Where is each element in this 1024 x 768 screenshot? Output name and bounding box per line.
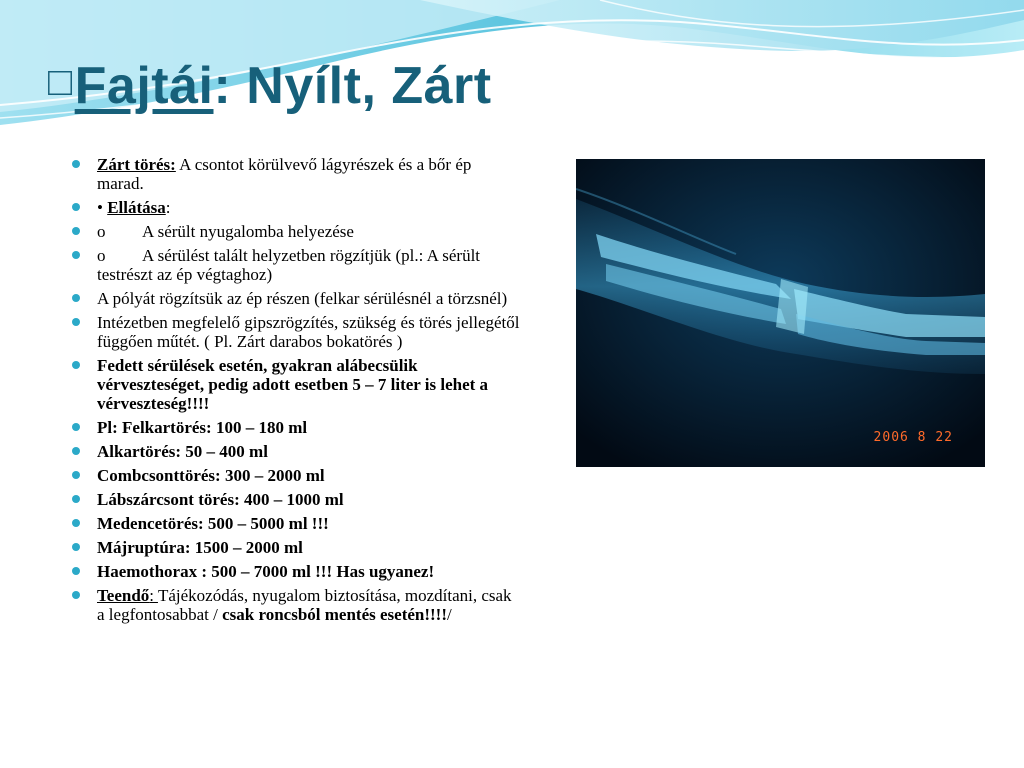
item-text: Intézetben megfelelő gipszrögzítés, szükség és törés jellegétől függően műtét. ( Pl. Zárt darabos bokatörés ) — [97, 313, 520, 351]
xray-illustration — [576, 159, 985, 467]
item-label: Teendő — [97, 586, 150, 605]
list-item — [72, 466, 522, 485]
xray-image — [576, 159, 985, 467]
item-label: Ellátása — [107, 198, 166, 217]
item-suffix: : — [165, 198, 171, 217]
list-item — [72, 155, 522, 193]
slide-title — [48, 56, 492, 116]
item-label: Zárt törés: — [97, 155, 176, 174]
item-end: / — [447, 605, 452, 624]
list-item — [72, 198, 522, 217]
item-colon: : — [149, 586, 158, 605]
item-text: A sérülést talált helyzetben rögzítjük (pl.: A sérült testrészt az ép végtaghoz) — [97, 246, 481, 284]
list-item — [72, 313, 522, 351]
item-text: Medencetörés: 500 – 5000 ml !!! — [97, 514, 329, 533]
list-item — [72, 418, 522, 437]
list-item — [72, 562, 522, 581]
title-underlined-word: Fajtái — [74, 57, 214, 115]
title-rest: : Nyílt, Zárt — [213, 57, 492, 115]
item-number: o — [97, 246, 106, 265]
item-prefix: • — [97, 198, 108, 217]
item-bold-text: csak roncsból mentés esetén!!!! — [222, 605, 448, 624]
item-text: Fedett sérülések esetén, gyakran alábecsülik vérveszteséget, pedig adott esetben 5 – 7 liter is lehet a vérveszteség!!!! — [97, 356, 489, 413]
item-text: Combcsonttörés: 300 – 2000 ml — [97, 466, 325, 485]
item-text: A sérült nyugalomba helyezése — [142, 222, 354, 241]
item-text: A csontot körülvevő lágyrészek és a bőr ép marad. — [97, 155, 472, 193]
list-item — [72, 514, 522, 533]
list-item — [72, 356, 522, 413]
item-number: o — [97, 222, 106, 241]
item-text: Pl: Felkartörés: 100 – 180 ml — [97, 418, 308, 437]
list-item — [72, 246, 522, 284]
list-item — [72, 538, 522, 557]
list-item — [72, 289, 522, 308]
item-text: A pólyát rögzítsük az ép részen (felkar sérülésnél a törzsnél) — [97, 289, 508, 308]
item-text: Májruptúra: 1500 – 2000 ml — [97, 538, 303, 557]
missing-glyph-icon: □ — [48, 60, 73, 104]
item-text: Haemothorax : 500 – 7000 ml !!! Has ugyanez! — [97, 562, 435, 581]
list-item — [72, 490, 522, 509]
item-text: Alkartörés: 50 – 400 ml — [97, 442, 268, 461]
bullet-list — [72, 155, 522, 629]
list-item — [72, 442, 522, 461]
item-text: Tájékozódás, nyugalom biztosítása, mozdítani, csak a legfontosabbat / — [97, 586, 512, 624]
item-text: Lábszárcsont törés: 400 – 1000 ml — [97, 490, 344, 509]
list-item — [72, 586, 522, 624]
date-stamp: 2006 8 22 — [873, 430, 953, 445]
list-item — [72, 222, 522, 241]
